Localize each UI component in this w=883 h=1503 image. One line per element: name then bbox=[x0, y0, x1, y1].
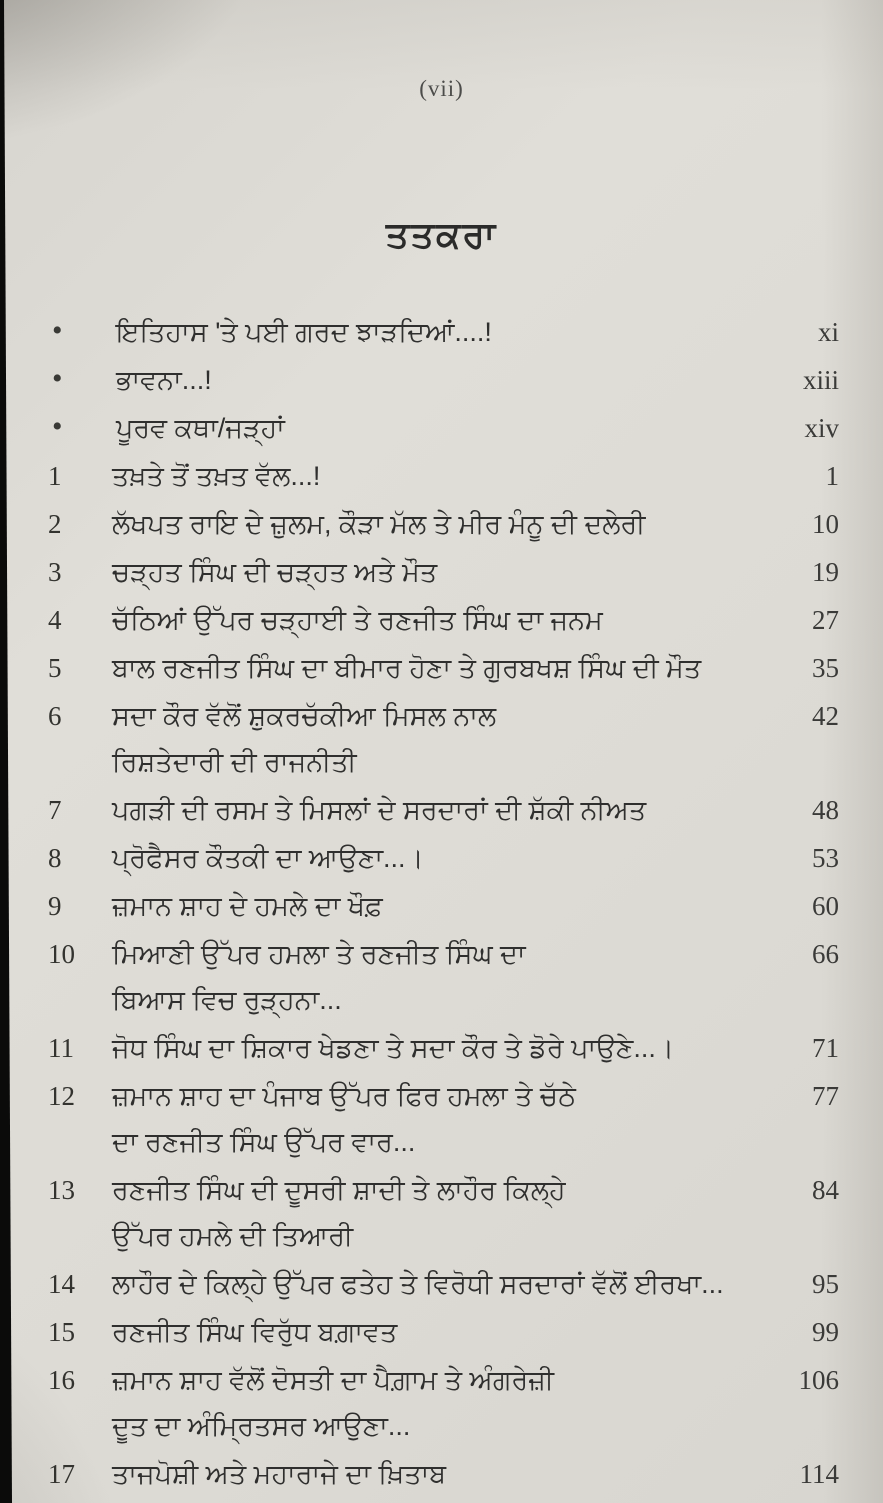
toc-entry bbox=[48, 309, 839, 355]
toc-entry-page-number: xi bbox=[817, 317, 839, 347]
page-title: ਤਤਕਰਾ bbox=[385, 214, 498, 255]
toc-entry bbox=[48, 1357, 839, 1449]
toc-entry-title: ਸਦਾ ਕੌਰ ਵੱਲੋਂ ਸ਼ੁਕਰਚੱਕੀਆ ਮਿਸਲ ਨਾਲ bbox=[112, 701, 497, 731]
toc-entry-marker: 14 bbox=[48, 1269, 75, 1299]
toc-entry-title-line2: ਬਿਆਸ ਵਿਚ ਰੁੜ੍ਹਨਾ... bbox=[112, 985, 342, 1015]
toc-entry-page-number: 35 bbox=[812, 653, 839, 683]
toc-entry-page-number: 10 bbox=[812, 509, 839, 539]
toc-entry bbox=[48, 931, 839, 1023]
toc-entry-marker: 10 bbox=[48, 939, 75, 969]
toc-entry-title: ਪ੍ਰੋਫੈਸਰ ਕੌਤਕੀ ਦਾ ਆਉਣਾ...। bbox=[112, 843, 424, 873]
table-of-contents bbox=[48, 309, 839, 1497]
toc-entry-page-number: 71 bbox=[812, 1033, 839, 1063]
toc-entry-title: ਪੂਰਵ ਕਥਾ/ਜੜ੍ਹਾਂ bbox=[116, 413, 285, 443]
toc-entry-marker: 1 bbox=[48, 461, 62, 491]
toc-entry-marker: 4 bbox=[48, 605, 62, 635]
toc-entry bbox=[48, 1309, 839, 1355]
toc-entry-marker: 17 bbox=[48, 1459, 75, 1489]
toc-entry-title: ਜ਼ਮਾਨ ਸ਼ਾਹ ਦੇ ਹਮਲੇ ਦਾ ਖੌਫ਼ bbox=[112, 891, 383, 921]
toc-entry-text bbox=[116, 309, 767, 355]
toc-entry-marker: 2 bbox=[48, 509, 62, 539]
toc-entry-title: ਚੱਠਿਆਂ ਉੱਪਰ ਚੜ੍ਹਾਈ ਤੇ ਰਣਜੀਤ ਸਿੰਘ ਦਾ ਜਨਮ bbox=[112, 605, 603, 635]
toc-entry bbox=[48, 405, 839, 451]
toc-entry-text bbox=[112, 835, 767, 881]
toc-entry-page-number: 99 bbox=[812, 1317, 839, 1347]
toc-entry bbox=[48, 883, 839, 929]
toc-entry-title: ਚੜ੍ਹਤ ਸਿੰਘ ਦੀ ਚੜ੍ਹਤ ਅਤੇ ਮੌਤ bbox=[112, 557, 438, 587]
toc-entry-page-number: 60 bbox=[812, 891, 839, 921]
toc-entry bbox=[48, 597, 839, 643]
toc-entry-page-number: 1 bbox=[825, 461, 839, 491]
toc-entry bbox=[48, 1167, 839, 1259]
toc-entry-page-number: 19 bbox=[812, 557, 839, 587]
toc-entry bbox=[48, 645, 839, 691]
toc-entry-page-number: 42 bbox=[812, 701, 839, 731]
toc-entry bbox=[48, 501, 839, 547]
toc-entry-marker: 5 bbox=[48, 653, 62, 683]
toc-entry-page-number: 77 bbox=[812, 1081, 839, 1111]
toc-entry-text bbox=[112, 787, 767, 833]
toc-entry-text bbox=[112, 1357, 767, 1449]
toc-entry-title: ਭਾਵਨਾ...! bbox=[116, 365, 212, 395]
toc-entry-page-number: xiii bbox=[802, 365, 839, 395]
toc-entry-text bbox=[112, 645, 767, 691]
toc-entry-title: ਇਤਿਹਾਸ 'ਤੇ ਪਈ ਗਰਦ ਝਾੜਦਿਆਂ....! bbox=[116, 317, 492, 347]
toc-entry bbox=[48, 835, 839, 881]
toc-entry-text bbox=[112, 453, 767, 499]
toc-entry-title: ਲਾਹੌਰ ਦੇ ਕਿਲ੍ਹੇ ਉੱਪਰ ਫਤੇਹ ਤੇ ਵਿਰੋਧੀ ਸਰਦਾਰਾਂ ਵੱਲੋਂ ਈਰਖਾ... bbox=[112, 1269, 724, 1299]
folio-number: (vii) bbox=[419, 76, 464, 101]
toc-entry bbox=[48, 1451, 839, 1497]
toc-entry-page-number: 53 bbox=[812, 843, 839, 873]
toc-entry-marker: 16 bbox=[48, 1365, 75, 1395]
toc-entry-page-number: xiv bbox=[804, 413, 839, 443]
toc-entry-text bbox=[112, 1025, 767, 1071]
toc-entry-title: ਰਣਜੀਤ ਸਿੰਘ ਦੀ ਦੂਸਰੀ ਸ਼ਾਦੀ ਤੇ ਲਾਹੌਰ ਕਿਲ੍ਹੇ bbox=[112, 1175, 566, 1205]
toc-entry-marker: • bbox=[52, 314, 63, 347]
toc-entry-title-line2: ਦੂਤ ਦਾ ਅੰਮ੍ਰਿਤਸਰ ਆਉਣਾ... bbox=[112, 1411, 411, 1441]
toc-entry-text bbox=[112, 1309, 767, 1355]
toc-entry-text bbox=[112, 549, 767, 595]
toc-entry-marker: • bbox=[52, 362, 63, 395]
toc-entry-page-number: 95 bbox=[812, 1269, 839, 1299]
toc-entry-page-number: 106 bbox=[798, 1365, 839, 1395]
toc-entry-marker: 6 bbox=[48, 701, 62, 731]
toc-entry-title: ਜ਼ਮਾਨ ਸ਼ਾਹ ਦਾ ਪੰਜਾਬ ਉੱਪਰ ਫਿਰ ਹਮਲਾ ਤੇ ਚੱਠੇ bbox=[112, 1081, 576, 1111]
toc-entry bbox=[48, 1261, 839, 1307]
toc-entry-title: ਤਾਜਪੋਸ਼ੀ ਅਤੇ ਮਹਾਰਾਜੇ ਦਾ ਖ਼ਿਤਾਬ bbox=[112, 1459, 447, 1489]
toc-entry-marker: 8 bbox=[48, 843, 62, 873]
toc-entry-page-number: 66 bbox=[812, 939, 839, 969]
toc-entry-text bbox=[112, 597, 767, 643]
toc-entry-marker: 3 bbox=[48, 557, 62, 587]
toc-entry bbox=[48, 549, 839, 595]
toc-entry-marker: 7 bbox=[48, 795, 62, 825]
toc-entry-text bbox=[112, 883, 767, 929]
toc-entry-title-line2: ਦਾ ਰਣਜੀਤ ਸਿੰਘ ਉੱਪਰ ਵਾਰ... bbox=[112, 1127, 416, 1157]
toc-entry-text bbox=[112, 501, 767, 547]
toc-entry-title: ਤਖ਼ਤੇ ਤੋਂ ਤਖ਼ਤ ਵੱਲ...! bbox=[112, 461, 321, 491]
toc-entry-text bbox=[112, 693, 767, 785]
toc-entry bbox=[48, 357, 839, 403]
toc-entry-page-number: 84 bbox=[812, 1175, 839, 1205]
toc-entry-title: ਬਾਲ ਰਣਜੀਤ ਸਿੰਘ ਦਾ ਬੀਮਾਰ ਹੋਣਾ ਤੇ ਗੁਰਬਖਸ਼ ਸਿੰਘ ਦੀ ਮੌਤ bbox=[112, 653, 702, 683]
toc-entry-marker: 9 bbox=[48, 891, 62, 921]
toc-entry-title: ਜ਼ਮਾਨ ਸ਼ਾਹ ਵੱਲੋਂ ਦੋਸਤੀ ਦਾ ਪੈਗ਼ਾਮ ਤੇ ਅੰਗਰੇਜ਼ੀ bbox=[112, 1365, 555, 1395]
toc-entry bbox=[48, 693, 839, 785]
toc-entry-text bbox=[112, 931, 767, 1023]
toc-entry-text bbox=[112, 1451, 767, 1497]
toc-entry-text bbox=[112, 1073, 767, 1165]
toc-entry-title: ਮਿਆਣੀ ਉੱਪਰ ਹਮਲਾ ਤੇ ਰਣਜੀਤ ਸਿੰਘ ਦਾ bbox=[112, 939, 526, 969]
toc-entry bbox=[48, 787, 839, 833]
toc-entry-text bbox=[116, 357, 767, 403]
toc-entry bbox=[48, 453, 839, 499]
toc-entry-marker: • bbox=[52, 410, 63, 443]
toc-entry-text bbox=[116, 405, 767, 451]
toc-entry-marker: 11 bbox=[48, 1033, 74, 1063]
toc-entry-title: ਰਣਜੀਤ ਸਿੰਘ ਵਿਰੁੱਧ ਬਗ਼ਾਵਤ bbox=[112, 1317, 398, 1347]
toc-entry-page-number: 27 bbox=[812, 605, 839, 635]
toc-entry-page-number: 114 bbox=[799, 1459, 839, 1489]
toc-entry-title: ਜੋਧ ਸਿੰਘ ਦਾ ਸ਼ਿਕਾਰ ਖੇਡਣਾ ਤੇ ਸਦਾ ਕੌਰ ਤੇ ਡੋਰੇ ਪਾਉਣੇ...। bbox=[112, 1033, 675, 1063]
toc-entry bbox=[48, 1025, 839, 1071]
toc-entry-marker: 15 bbox=[48, 1317, 75, 1347]
toc-entry-marker: 13 bbox=[48, 1175, 75, 1205]
toc-entry-page-number: 48 bbox=[812, 795, 839, 825]
toc-entry-title: ਪਗੜੀ ਦੀ ਰਸਮ ਤੇ ਮਿਸਲਾਂ ਦੇ ਸਰਦਾਰਾਂ ਦੀ ਸ਼ੱਕੀ ਨੀਅਤ bbox=[112, 795, 647, 825]
toc-entry bbox=[48, 1073, 839, 1165]
toc-entry-title-line2: ਉੱਪਰ ਹਮਲੇ ਦੀ ਤਿਆਰੀ bbox=[112, 1221, 354, 1251]
toc-entry-marker: 12 bbox=[48, 1081, 75, 1111]
toc-entry-text bbox=[112, 1167, 767, 1259]
toc-entry-title-line2: ਰਿਸ਼ਤੇਦਾਰੀ ਦੀ ਰਾਜਨੀਤੀ bbox=[112, 747, 357, 777]
toc-entry-text bbox=[112, 1261, 767, 1307]
toc-entry-title: ਲੱਖਪਤ ਰਾਇ ਦੇ ਜ਼ੁਲਮ, ਕੌੜਾ ਮੱਲ ਤੇ ਮੀਰ ਮੰਨੂ ਦੀ ਦਲੇਰੀ bbox=[112, 509, 646, 539]
